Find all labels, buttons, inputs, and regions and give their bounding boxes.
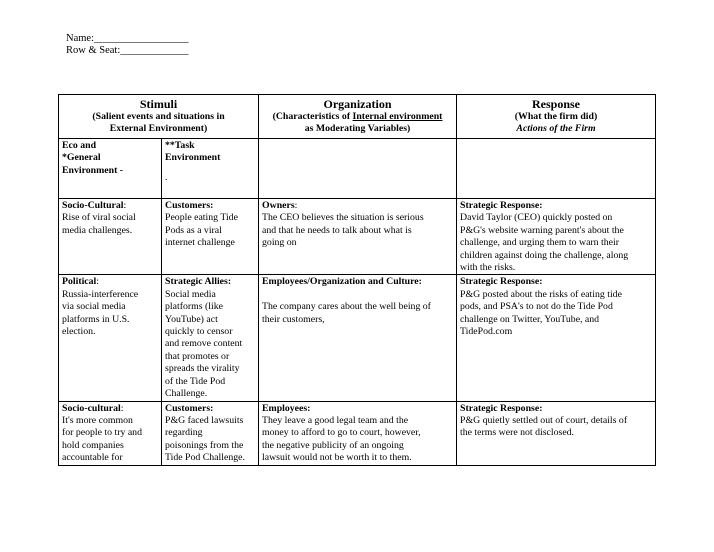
cell-text-line: challenge on Twitter, YouTube, and bbox=[460, 313, 600, 325]
cell-text-line: YouTube) act bbox=[165, 313, 218, 325]
organization-label: Owners bbox=[262, 200, 295, 211]
organization-label: Employees: bbox=[262, 402, 311, 414]
cell-text-line: Challenge. bbox=[165, 388, 208, 400]
cell-text-line: of the Tide Pod bbox=[165, 375, 226, 387]
name-field-label: Name:__________________ bbox=[66, 33, 189, 44]
general-environment-cell bbox=[59, 139, 162, 199]
cell-text-line: that promotes or bbox=[165, 350, 230, 362]
cell-text-line: their customers, bbox=[262, 313, 325, 325]
general-env-cell: Political: Russia-interference via social media platforms in U.S. election. bbox=[59, 275, 162, 401]
cell-text-line: P&G faced lawsuits bbox=[165, 414, 244, 426]
cell-text-line: spreads the virality bbox=[165, 363, 240, 375]
cell-text-line: with the risks. bbox=[460, 262, 516, 274]
cell-text-line: poisonings from the bbox=[165, 439, 244, 451]
cell-text-line: They leave a good legal team and the bbox=[262, 414, 409, 426]
organization-subtitle-2: as Moderating Variables) bbox=[304, 123, 411, 135]
cell-text-line: The CEO believes the situation is serious bbox=[262, 212, 424, 224]
general-env-label: Socio-Cultural bbox=[62, 200, 124, 211]
response-label: Strategic Response: bbox=[460, 402, 543, 414]
task-env-cell bbox=[162, 199, 259, 275]
cell-text-line: via social media bbox=[62, 301, 126, 313]
cell-text-line: quickly to censor bbox=[165, 326, 233, 338]
cell-text-line: It's more common bbox=[62, 414, 133, 426]
table-row bbox=[59, 199, 656, 275]
cell-text-line: the negative publicity of an ongoing bbox=[262, 439, 404, 451]
table-header-row bbox=[59, 95, 656, 139]
response-subtitle-2: Actions of the Firm bbox=[516, 123, 596, 135]
cell-text-line: children against doing the challenge, along bbox=[460, 249, 629, 261]
task-env-cell bbox=[162, 401, 259, 465]
cell-text-line: going on bbox=[262, 237, 297, 249]
cell-text-line: regarding bbox=[165, 427, 203, 439]
row-seat-field-label: Row & Seat:_____________ bbox=[66, 45, 189, 56]
cell-text-line: and remove content bbox=[165, 338, 243, 350]
cell-text-line: Tide Pod Challenge. bbox=[165, 452, 245, 464]
general-env-line: Environment - bbox=[62, 164, 124, 176]
cell-text-line: Rise of viral social bbox=[62, 212, 136, 224]
cell-text-line: election. bbox=[62, 326, 96, 338]
task-env-cell bbox=[162, 275, 259, 401]
cell-text-line: P&G quietly settled out of court, details of bbox=[460, 414, 628, 426]
cell-text-line: accountable for bbox=[62, 452, 123, 464]
organization-label: Employees/Organization and Culture: bbox=[262, 276, 422, 288]
cell-text-line: Pods as a viral bbox=[165, 224, 222, 236]
cell-text-line bbox=[262, 289, 453, 301]
cell-text-line: People eating Tide bbox=[165, 212, 238, 224]
stimuli-subtitle-1: (Salient events and situations in bbox=[92, 111, 225, 122]
task-env-line: Environment bbox=[165, 152, 221, 164]
cell-text-line: TidePod.com bbox=[460, 326, 513, 338]
response-label: Strategic Response: bbox=[460, 200, 543, 211]
cell-text-line: pods, and PSA's to not do the Tide Pod bbox=[460, 301, 613, 313]
response-cell bbox=[457, 199, 656, 275]
organization-cell bbox=[259, 275, 457, 401]
general-env-cell: Socio-Cultural: Rise of viral social media challenges. bbox=[59, 199, 162, 275]
stimuli-subtitle-2: External Environment) bbox=[109, 123, 208, 135]
task-environment-cell bbox=[162, 139, 259, 199]
internal-environment-underlined: Internal environment bbox=[352, 111, 443, 122]
cell-text-line: P&G posted about the risks of eating tide bbox=[460, 288, 622, 300]
analysis-table bbox=[58, 94, 656, 466]
stimuli-header bbox=[59, 95, 259, 139]
task-env-line: . bbox=[165, 171, 168, 183]
empty-organization-cell bbox=[259, 139, 457, 199]
response-subtitle-1: (What the firm did) bbox=[514, 111, 598, 122]
cell-text-line: media challenges. bbox=[62, 224, 133, 236]
cell-text-line: lawsuit would not be worth it to them. bbox=[262, 452, 412, 464]
cell-text-line: internet challenge bbox=[165, 237, 235, 249]
cell-text-line: Russia-interference bbox=[62, 288, 139, 300]
cell-text-line: David Taylor (CEO) quickly posted on bbox=[460, 212, 613, 224]
cell-text-line: platforms in U.S. bbox=[62, 313, 130, 325]
general-env-label: Socio-cultural bbox=[62, 402, 121, 414]
organization-subtitle-1: (Characteristics of Internal environment bbox=[272, 111, 443, 122]
cell-text-line: hold companies bbox=[62, 439, 124, 451]
general-env-line: *General bbox=[62, 152, 101, 164]
empty-response-cell bbox=[457, 139, 656, 199]
organization-cell bbox=[259, 401, 457, 465]
cell-text-line: for people to try and bbox=[62, 427, 142, 439]
cell-text-line: the terms were not disclosed. bbox=[460, 427, 575, 439]
cell-text-line: Social media bbox=[165, 288, 216, 300]
environment-subheader-row bbox=[59, 139, 656, 199]
response-cell bbox=[457, 401, 656, 465]
response-title: Response bbox=[532, 97, 581, 111]
task-env-line: **Task bbox=[165, 140, 195, 151]
cell-text-line: The company cares about the well being of bbox=[262, 301, 431, 313]
general-env-cell: Socio-cultural: It's more common for people to try and hold companies accountable for bbox=[59, 401, 162, 465]
cell-text-line: platforms (like bbox=[165, 301, 223, 313]
table-row bbox=[59, 401, 656, 465]
response-cell bbox=[457, 275, 656, 401]
organization-cell: Owners: The CEO believes the situation is serious and that he needs to talk about what is going on bbox=[259, 199, 457, 275]
response-label: Strategic Response: bbox=[460, 276, 543, 288]
cell-text-line: and that he needs to talk about what is bbox=[262, 224, 412, 236]
general-env-line: Eco and bbox=[62, 140, 97, 151]
stimuli-title: Stimuli bbox=[139, 97, 178, 111]
general-env-label: Political bbox=[62, 276, 97, 288]
table-row bbox=[59, 275, 656, 401]
organization-header bbox=[259, 95, 457, 139]
task-env-label: Customers: bbox=[165, 200, 214, 211]
cell-text-line: P&G's website warning parent's about the bbox=[460, 224, 624, 236]
task-env-label: Strategic Allies: bbox=[165, 276, 232, 288]
task-env-label: Customers: bbox=[165, 402, 214, 414]
cell-text-line: challenge, and urging them to warn their bbox=[460, 237, 619, 249]
organization-title: Organization bbox=[323, 97, 392, 111]
response-header bbox=[457, 95, 656, 139]
cell-text-line: money to afford to go to court, however, bbox=[262, 427, 421, 439]
